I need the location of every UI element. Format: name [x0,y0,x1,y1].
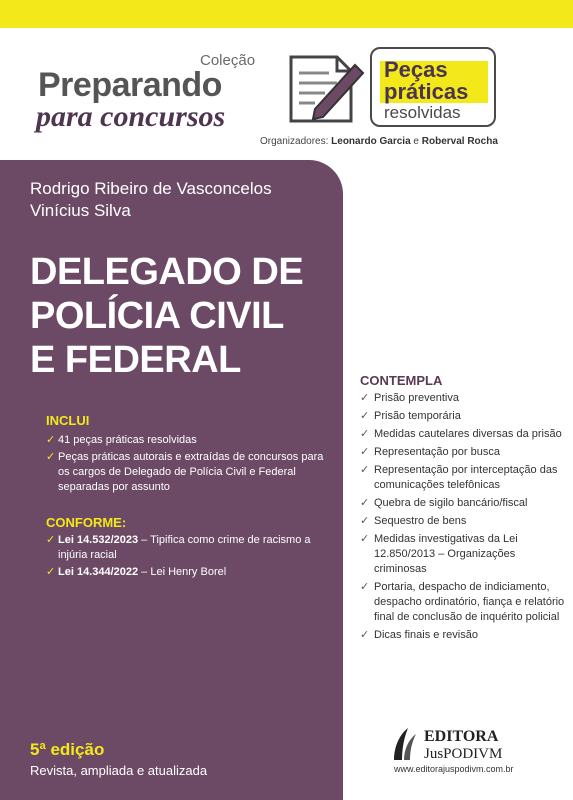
contempla-list [360,391,565,646]
inclui-heading: INCLUI [46,413,90,428]
check-icon: ✓ [46,566,56,578]
publisher-name-line-1: EDITORA [424,728,499,745]
organizers-label: Organizadores: [260,136,332,147]
collection-subtitle: para concursos [36,100,226,133]
author-2: Vinícius Silva [30,201,131,220]
list-item: ✓ 41 peças práticas resolvidas [46,434,197,446]
badge-line-2: práticas [384,79,469,104]
check-icon: ✓ [360,629,370,641]
check-icon: ✓ [360,392,370,404]
document-pen-icon [285,47,365,127]
collection-label: Coleção [200,52,256,69]
authors [30,178,272,222]
list-item: ✓ Lei 14.532/2023 – Tipifica como crime de racismo a injúria racial [46,534,311,561]
contempla-heading: CONTEMPLA [360,373,443,388]
organizer-2: Roberval Rocha [421,136,498,147]
list-item: ✓ Lei 14.344/2022 – Lei Henry Borel [46,566,227,578]
organizers-join: e [410,136,422,147]
top-yellow-band [0,0,573,28]
pieces-badge [370,47,496,127]
organizer-1: Leonardo Garcia [331,136,411,147]
list-item: ✓ Representação por interceptação das comunicações telefônicas [360,464,558,491]
collection-name: Preparando [38,66,222,104]
list-item: ✓ Medidas investigativas da Lei 12.850/2013 – Organizações criminosas [360,533,518,575]
check-icon: ✓ [360,515,370,527]
title-line-1: DELEGADO DE [30,251,304,293]
book-title [30,250,303,382]
publisher-mark-icon [390,726,418,762]
list-item: ✓ Dicas finais e revisão [360,629,478,641]
list-item: ✓ Prisão preventiva [360,392,459,404]
check-icon: ✓ [360,410,370,422]
check-icon: ✓ [46,451,56,463]
check-icon: ✓ [360,581,370,593]
check-icon: ✓ [360,464,370,476]
author-1: Rodrigo Ribeiro de Vasconcelos [30,179,272,198]
list-item: ✓ Portaria, despacho de indiciamento, despacho ordinatório, fiança e relatório final de conclusão de inquérito policial [360,581,565,623]
list-item: ✓ Sequestro de bens [360,515,467,527]
list-item: ✓ Peças práticas autorais e extraídas de concursos para os cargos de Delegado de Polícia Civil e Federal separadas por assunto [46,451,324,493]
edition-note: Revista, ampliada e atualizada [30,763,208,778]
check-icon: ✓ [46,534,56,546]
title-line-3: E FEDERAL [30,339,241,381]
list-item: ✓ Medidas cautelares diversas da prisão [360,428,562,440]
list-item: ✓ Prisão temporária [360,410,461,422]
check-icon: ✓ [360,533,370,545]
check-icon: ✓ [46,434,56,446]
publisher-name-line-2: JusPODIVM [424,746,503,762]
list-item: ✓ Quebra de sigilo bancário/fiscal [360,497,528,509]
badge-line-1: Peças [384,57,448,82]
check-icon: ✓ [360,428,370,440]
badge-line-3: resolvidas [384,103,461,122]
title-line-2: POLÍCIA CIVIL [30,295,284,337]
conforme-heading: CONFORME: [46,515,127,530]
check-icon: ✓ [360,446,370,458]
list-item: ✓ Representação por busca [360,446,500,458]
organizers [260,136,498,147]
inclui-list [46,433,331,497]
edition-label: 5ª edição [30,740,105,759]
conforme-list [46,533,331,582]
publisher-url: www.editorajuspodivm.com.br [394,764,514,774]
check-icon: ✓ [360,497,370,509]
